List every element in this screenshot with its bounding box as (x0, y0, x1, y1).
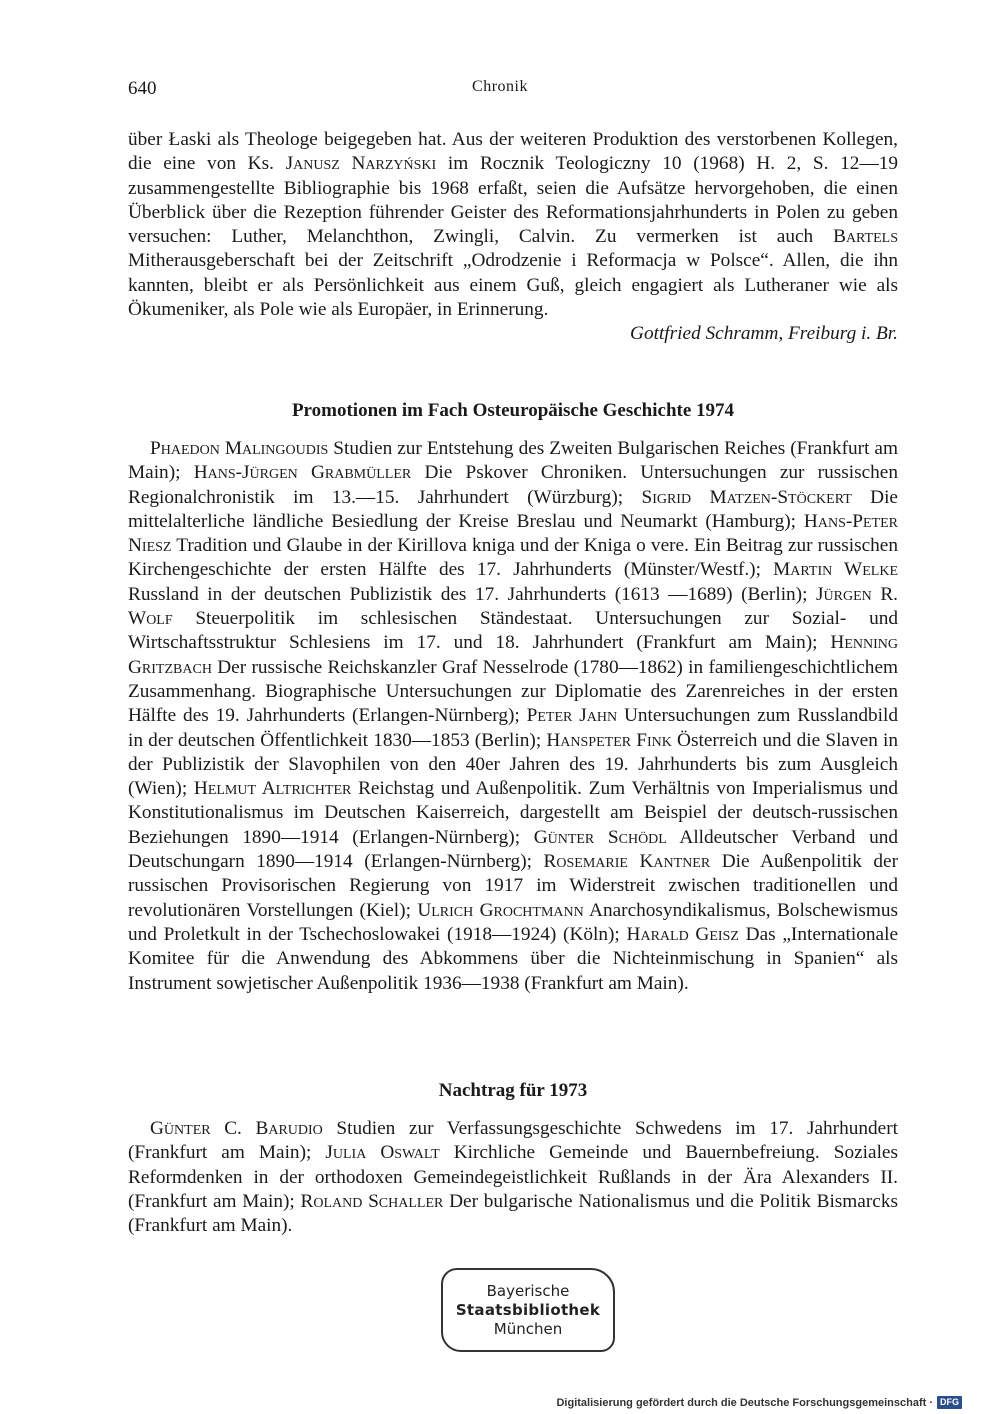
section-heading-promotionen: Promotionen im Fach Osteuropäische Geschichte 1974 (291, 400, 735, 421)
person-name: Martin Welke (773, 559, 899, 581)
person-name: Phaedon Malingoudis (150, 438, 329, 459)
person-name: Peter Jahn (526, 705, 618, 727)
person-name: Günter C. Barudio (150, 1118, 323, 1139)
person-name: Ulrich Grochtmann (417, 899, 584, 921)
person-name: Sigrid Matzen-Stöckert (641, 486, 852, 508)
person-name: Hans-Jürgen Grabmüller (193, 462, 412, 484)
funding-notice: Digitalisierung gefördert durch die Deutsche Forschungsgemeinschaft · (556, 1396, 933, 1409)
library-stamp (441, 1268, 615, 1352)
person-name: Julia Oswalt (325, 1142, 440, 1164)
nachtrag-paragraph: Günter C. Barudio Studien zur Verfassungsgeschichte Schwedens im 17. Jahrhundert (Frankfurt am Main); Julia Oswalt Kirchliche Gemeinde und Bauernbefreiung. Soziales Reformdenken in der orthodoxen Gemeindegeistlichkeit Rußlands in der Ära Alexanders II. (Frankfurt am Main); Roland Schaller Der bulgarische Nationalismus und die Politik Bismarcks (Frankfurt am Main). (128, 1118, 899, 1237)
section-heading-nachtrag: Nachtrag für 1973 (438, 1080, 588, 1101)
person-name: Jürgen R. Wolf (128, 583, 898, 630)
person-name: Rosemarie Kantner (543, 851, 711, 873)
person-name: Helmut Altrichter (193, 778, 352, 800)
person-name: Bartels (833, 226, 898, 248)
stamp-line: München (493, 1319, 563, 1338)
stamp-line: Bayerische (486, 1281, 570, 1300)
author-signature: Gottfried Schramm, Freiburg i. Br. (630, 323, 898, 345)
intro-block (128, 128, 898, 347)
person-name: Hans-Peter Niesz (128, 510, 898, 557)
stamp-line: Staatsbibliothek (455, 1300, 601, 1319)
dfg-logo-icon: DFG (937, 1396, 962, 1409)
intro-paragraph: über Łaski als Theologe beigegeben hat. Aus der weiteren Produktion des verstorbenen Kollegen, die eine von Ks. Janusz Narzyński im Rocznik Teologiczny 10 (1968) H. 2, S. 12—19 zusammengestellte Bibliographie bis 1968 erfaßt, seien die Aufsätze hervorgehoben, die einen Überblick über die Rezeption führender Geister des Reformationsjahrhunderts in Polen zu geben versuchen: Luther, Melanchthon, Zwingli, Calvin. Zu vermerken ist auch Bartels Mitherausgeberschaft bei der Zeitschrift „Odrodzenie i Reformacja w Polsce“. Allen, die ihn kannten, bleibt er als Persönlichkeit aus einem Guß, gleich engagiert als Lutheraner wie als Ökumeniker, als Pole wie als Europäer, in Erinnerung. (128, 129, 899, 321)
person-name: Hanspeter Fink (546, 729, 672, 751)
person-name: Günter Schödl (533, 826, 667, 848)
person-name: Roland Schaller (300, 1190, 444, 1212)
nachtrag-list (128, 1117, 898, 1238)
page-number: 640 (128, 78, 157, 99)
person-name: Harald Geisz (626, 923, 739, 945)
person-name: Janusz Narzyński (285, 153, 437, 175)
promotionen-paragraph: Phaedon Malingoudis Studien zur Entstehung des Zweiten Bulgarischen Reiches (Frankfurt am Main); Hans-Jürgen Grabmüller Die Pskover Chroniken. Untersuchungen zur russischen Regionalchronistik im 13.—15. Jahrhundert (Würzburg); Sigrid Matzen-Stöckert Die mittelalterliche ländliche Besiedlung der Kreise Breslau und Neumarkt (Hamburg); Hans-Peter Niesz Tradition und Glaube in der Kirillova kniga und der Kniga o vere. Ein Beitrag zur russischen Kirchengeschichte der ersten Hälfte des 17. Jahrhunderts (Münster/Westf.); Martin Welke Russland in der deutschen Publizistik des 17. Jahrhunderts (1613 —1689) (Berlin); Jürgen R. Wolf Steuerpolitik im schlesischen Ständestaat. Untersuchungen zur Sozial- und Wirtschaftsstruktur Schlesiens im 17. und 18. Jahrhundert (Frankfurt am Main); Henning Gritzbach Der russische Reichskanzler Graf Nesselrode (1780—1862) in familiengeschichtlichem Zusammenhang. Biographische Untersuchungen zur Diplomatie des Zarenreiches in der ersten Hälfte des 19. Jahrhunderts (Erlangen-Nürnberg); Peter Jahn Untersuchungen zum Russlandbild in der deutschen Öffentlichkeit 1830—1853 (Berlin); Hanspeter Fink Österreich und die Slaven in der Publizistik der Slavophilen von den 40er Jahren des 19. Jahrhunderts bis zum Ausgleich (Wien); Helmut Altrichter Reichstag und Außenpolitik. Zum Verhältnis von Imperialismus und Konstitutionalismus im Deutschen Kaiserreich, dargestellt am Beispiel der deutsch-russischen Beziehungen 1890—1914 (Erlangen-Nürnberg); Günter Schödl Alldeutscher Verband und Deutschungarn 1890—1914 (Erlangen-Nürnberg); Rosemarie Kantner Die Außenpolitik der russischen Provisorischen Regierung von 1917 im Widerstreit zwischen traditionellen und revolutionären Vorstellungen (Kiel); Ulrich Grochtmann Anarchosyndikalismus, Bolschewismus und Proletkult in der Tschechoslowakei (1918—1924) (Köln); Harald Geisz Das „Internationale Komitee für die Anwendung des Abkommens über die Nichteinmischung in Spanien“ als Instrument sowjetischer Außenpolitik 1936—1938 (Frankfurt am Main). (128, 438, 899, 994)
person-name: Henning Gritzbach (128, 632, 898, 678)
running-title: Chronik (472, 78, 528, 95)
digitization-footer (556, 1396, 962, 1409)
promotionen-list (128, 437, 898, 996)
